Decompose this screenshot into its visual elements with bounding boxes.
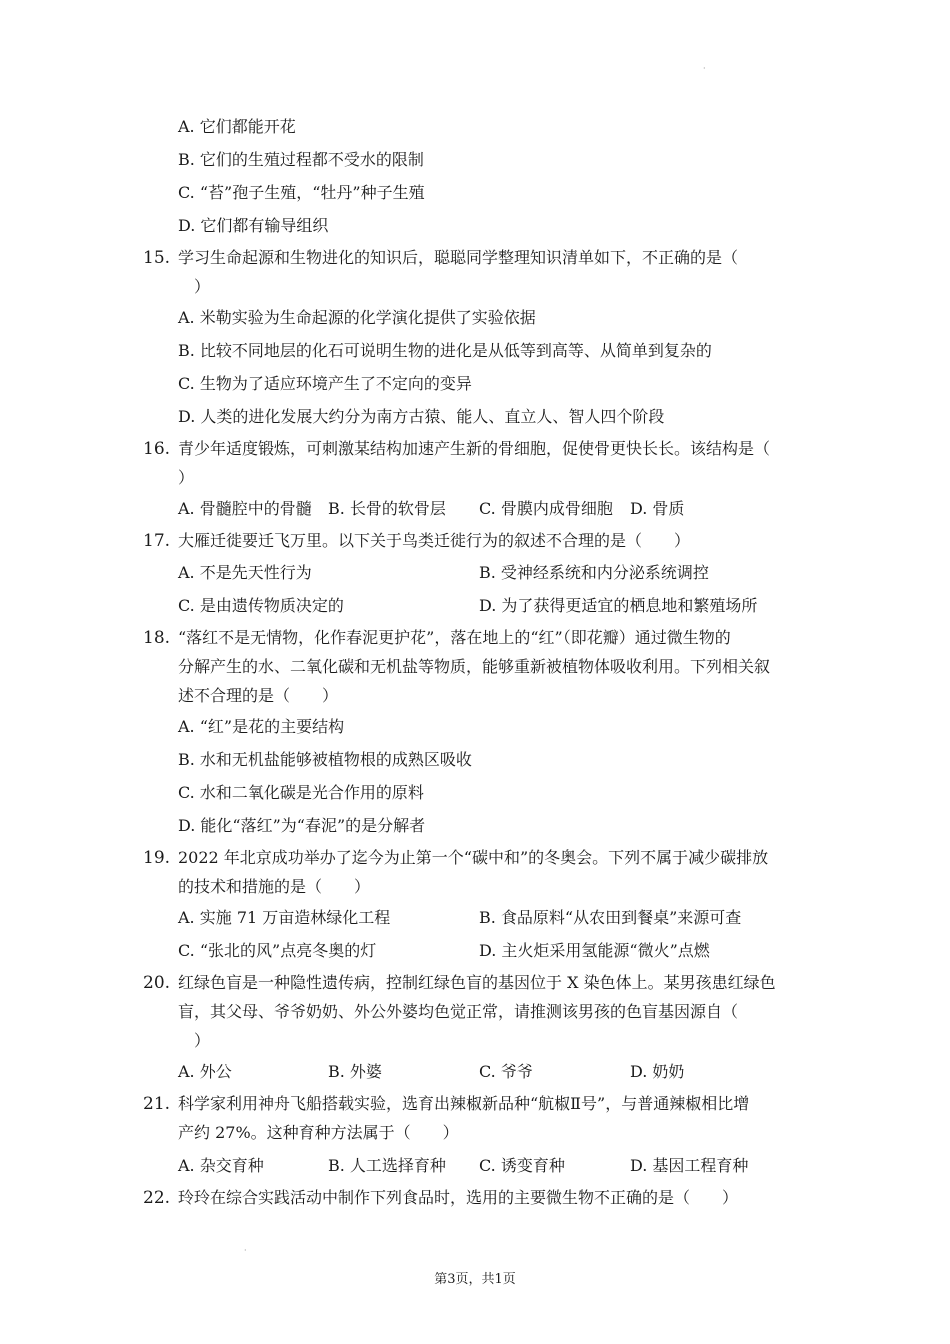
q21-stem: 科学家利用神舟飞船搭载实验，选育出辣椒新品种“航椒Ⅱ号”，与普通辣椒相比增	[178, 1094, 750, 1113]
q18-option-b: B. 水和无机盐能够被植物根的成熟区吸收	[178, 750, 472, 769]
q22-number: 22.	[143, 1188, 171, 1208]
q16-option-b: B. 长骨的软骨层	[328, 499, 446, 518]
q17-number: 17.	[143, 531, 171, 551]
q20-option-b: B. 外婆	[328, 1062, 382, 1081]
q21-stem-cont: 产约 27%。这种育种方法属于（ ）	[178, 1123, 459, 1142]
q19-option-a: A. 实施 71 万亩造林绿化工程	[178, 908, 391, 927]
q19-stem-cont: 的技术和措施的是（ ）	[178, 877, 371, 896]
q17-option-c: C. 是由遗传物质决定的	[178, 596, 344, 615]
q22-stem: 玲玲在综合实践活动中制作下列食品时，选用的主要微生物不正确的是（ ）	[178, 1188, 739, 1207]
q20-option-a: A. 外公	[178, 1062, 232, 1081]
q19-option-b: B. 食品原料“从农田到餐桌”来源可查	[479, 908, 742, 927]
q15-option-a: A. 米勒实验为生命起源的化学演化提供了实验依据	[178, 308, 536, 327]
q15-number: 15.	[143, 248, 171, 268]
q17-option-b: B. 受神经系统和内分泌系统调控	[479, 563, 709, 582]
q15-option-d: D. 人类的进化发展大约分为南方古猿、能人、直立人、智人四个阶段	[178, 407, 665, 426]
q21-option-b: B. 人工选择育种	[328, 1156, 446, 1175]
q15-option-b: B. 比较不同地层的化石可说明生物的进化是从低等到高等、从简单到复杂的	[178, 341, 712, 360]
q14-option-a: A. 它们都能开花	[178, 117, 296, 136]
q15-stem: 学习生命起源和生物进化的知识后，聪聪同学整理知识清单如下，不正确的是（	[178, 248, 739, 267]
q20-option-c: C. 爷爷	[479, 1062, 533, 1081]
q19-number: 19.	[143, 848, 171, 868]
q20-option-d: D. 奶奶	[630, 1062, 685, 1081]
q17-stem: 大雁迁徙要迁飞万里。以下关于鸟类迁徙行为的叙述不合理的是（ ）	[178, 531, 691, 550]
q21-number: 21.	[143, 1094, 171, 1114]
q20-stem-cont-1: 盲，其父母、爷爷奶奶、外公外婆均色觉正常，请推测该男孩的色盲基因源自（	[178, 1002, 739, 1021]
q20-stem-cont-2: ）	[194, 1031, 211, 1050]
q18-number: 18.	[143, 628, 171, 648]
q18-stem-cont-2: 述不合理的是（ ）	[178, 686, 339, 705]
q18-stem-cont-1: 分解产生的水、二氧化碳和无机盐等物质，能够重新被植物体吸收利用。下列相关叙	[178, 657, 771, 676]
q16-stem: 青少年适度锻炼，可刺激某结构加速产生新的骨细胞，促使骨更快长长。该结构是（	[178, 439, 771, 458]
q18-option-a: A. “红”是花的主要结构	[178, 717, 345, 736]
q16-option-c: C. 骨膜内成骨细胞	[479, 499, 613, 518]
q15-stem-cont: ）	[194, 277, 211, 296]
page-footer: 第3页，共1页	[434, 1272, 516, 1287]
q18-stem: “落红不是无情物，化作春泥更护花”，落在地上的“红”（即花瓣）通过微生物的	[178, 628, 731, 647]
q14-option-b: B. 它们的生殖过程都不受水的限制	[178, 150, 424, 169]
scan-dot-mark-bottom: ·	[244, 1246, 247, 1255]
q21-option-c: C. 诱变育种	[479, 1156, 565, 1175]
q19-option-c: C. “张北的风”点亮冬奥的灯	[178, 941, 377, 960]
q21-option-a: A. 杂交育种	[178, 1156, 264, 1175]
q19-option-d: D. 主火炬采用氢能源“微火”点燃	[479, 941, 710, 960]
q18-option-c: C. 水和二氧化碳是光合作用的原料	[178, 783, 424, 802]
q19-stem: 2022 年北京成功举办了迄今为止第一个“碳中和”的冬奥会。下列不属于减少碳排放	[178, 848, 769, 867]
q18-option-d: D. 能化“落红”为“春泥”的是分解者	[178, 816, 426, 835]
q20-stem: 红绿色盲是一种隐性遗传病，控制红绿色盲的基因位于 X 染色体上。某男孩患红绿色	[178, 973, 776, 992]
scan-dot-mark: ·	[703, 64, 706, 73]
q14-option-d: D. 它们都有输导组织	[178, 216, 329, 235]
q14-option-c: C. “苔”孢子生殖，“牡丹”种子生殖	[178, 183, 425, 202]
q20-number: 20.	[143, 973, 171, 993]
q17-option-a: A. 不是先天性行为	[178, 563, 312, 582]
q21-option-d: D. 基因工程育种	[630, 1156, 749, 1175]
q16-option-a: A. 骨髓腔中的骨髓	[178, 499, 312, 518]
q16-option-d: D. 骨质	[630, 499, 685, 518]
q17-option-d: D. 为了获得更适宜的栖息地和繁殖场所	[479, 596, 758, 615]
q15-option-c: C. 生物为了适应环境产生了不定向的变异	[178, 374, 472, 393]
q16-number: 16.	[143, 439, 171, 459]
q16-stem-cont: ）	[178, 468, 195, 487]
